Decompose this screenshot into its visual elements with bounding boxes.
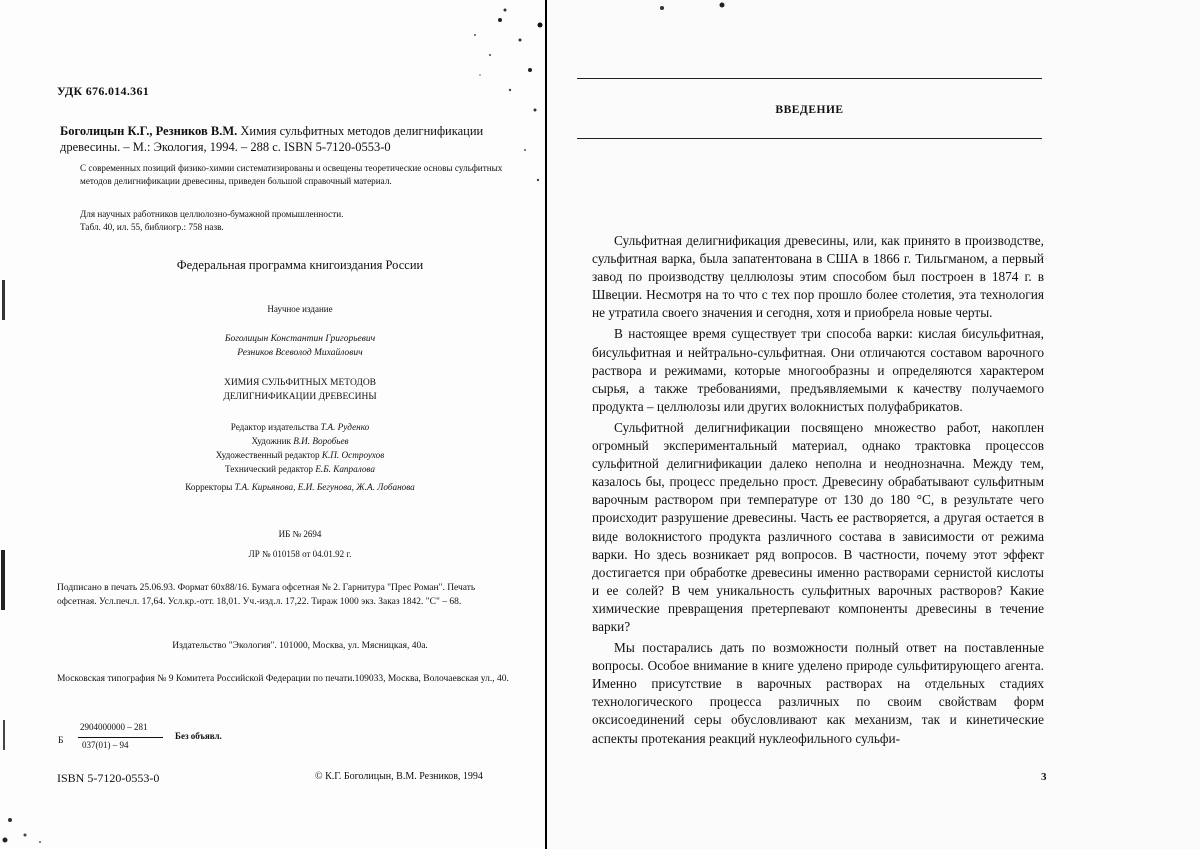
scan-noise-top-right (380, 0, 545, 230)
code-denominator: 037(01) – 94 (82, 740, 129, 750)
code-numerator: 2904000000 – 281 (80, 722, 148, 732)
author-2: Резников Всеволод Михайлович (237, 348, 363, 358)
staff-line (80, 482, 520, 492)
biblio-description: Химия сульфитных методов делигнификации древесины. – М.: Экология, 1994. – 288 с. ISBN 5-7120-0553-0 (60, 124, 484, 154)
isbn: ISBN 5-7120-0553-0 (57, 771, 160, 785)
print-info: Подписано в печать 25.06.93. Формат 60х88/16. Бумага офсетная № 2. Гарнитура "Прес Роман". Печать офсетная. Усл.печ.л. 17,64. Усл.кр.-отт. 18,01. Уч.-изд.л. 17,22. Тираж 1000 экз. Заказ 1842. "С" – 68. (57, 583, 476, 607)
paragraph: Сульфитной делигнификации посвящено множество работ, накоплен огромный экспериментальный материал, однако трактовка процессов сульфитной делигнификации далеко неполна и неоднозначна. Между тем, казалось бы, процесс предельно прост. Древесину обрабатывают сульфитным варочным раствором при температуре от 130 до 180 °С, в результате чего происходит разрушение древесины. Часть ее растворяется, а другая остается в виде волокнистого продукта различного состава в зависимости от режима варки. Но здесь возникает ряд вопросов. В частности, почему этот эффект достигается при обработке древесины именно растворами сернистой кислоты и ее солей? В чем уникальность сульфитных варочных растворов? Какие химические превращения претерпевают компоненты древесины в течение варки? (592, 419, 1044, 634)
code-note: Без объявл. (175, 731, 222, 741)
scan-noise-right-top (647, 0, 767, 14)
book-title-line-2: ДЕЛИГНИФИКАЦИИ ДРЕВЕСИНЫ (223, 392, 377, 402)
chapter-heading: ВВЕДЕНИЕ (775, 104, 844, 116)
staff-line (80, 464, 520, 474)
author-1: Боголицын Константин Григорьевич (224, 334, 376, 344)
ib-number: ИБ № 2694 (278, 529, 322, 539)
typography-info: Московская типография № 9 Комитета Российской Федерации по печати.109033, Москва, Волочаевская ул., 40. (57, 674, 509, 684)
stats-note: Табл. 40, ил. 55, библиогр.: 758 назв. (80, 222, 224, 232)
page-number: 3 (1041, 771, 1047, 783)
staff-line (80, 436, 520, 446)
scan-noise-bottom-left (0, 780, 60, 849)
staff-role: Корректоры (185, 482, 235, 492)
heading-rule-top (577, 78, 1042, 79)
fraction-line (78, 737, 163, 738)
bibliographic-record (60, 123, 520, 155)
body-text (592, 232, 1044, 751)
scan-noise-left-edge (0, 250, 12, 770)
copyright: © К.Г. Боголицын, В.М. Резников, 1994 (315, 771, 483, 782)
audience-note: Для научных работников целлюлозно-бумажной промышленности. (80, 209, 344, 219)
code-prefix: Б (58, 736, 64, 746)
staff-line (80, 422, 520, 432)
staff-name: Е.Б. Капралова (315, 464, 375, 474)
staff-name: Т.А. Кирьянова, Е.И. Бегунова, Ж.А. Лобанова (234, 482, 415, 492)
staff-role: Технический редактор (225, 464, 316, 474)
federal-program: Федеральная программа книгоиздания России (176, 258, 424, 272)
left-page (0, 0, 545, 849)
staff-role: Художественный редактор (215, 450, 322, 460)
staff-name: Т.А. Руденко (320, 422, 370, 432)
publisher-info: Издательство "Экология". 101000, Москва, ул. Мясницкая, 40а. (172, 641, 428, 651)
staff-name: К.П. Остроухов (321, 450, 385, 460)
heading-rule-bottom (577, 138, 1042, 139)
book-title-line-1: ХИМИЯ СУЛЬФИТНЫХ МЕТОДОВ (223, 378, 377, 388)
lr-number: ЛР № 010158 от 04.01.92 г. (248, 549, 352, 559)
staff-role: Редактор издательства (230, 422, 321, 432)
paragraph: В настоящее время существует три способа варки: кислая бисульфитная, бисульфитная и нейтрально-сульфитная. Они отличаются составом варочного раствора и режимами, которые многообразны и определяются характером сырья, а также требованиями, предъявляемыми к качеству получаемого продукта – целлюлозы или других волокнистых полуфабрикатов. (592, 326, 1044, 414)
staff-line (80, 450, 520, 460)
paragraph: Сульфитная делигнификация древесины, или, как принято в производстве, сульфитная варка, была запатентована в США в 1866 г. Тильгманом, а первый завод по производству целлюлозы этим способом был построен в 1874 г. в Швеции. Несмотря на то что с тех пор прошло более столетия, эта технология не утратила своего значения и сегодня, хотя и приобрела новые черты. (592, 233, 1044, 321)
annotation: С современных позиций физико-химии систематизированы и освещены теоретические основы сульфитных методов делигнификации древесины, приведен большой справочный материал. (80, 163, 503, 186)
edition-type: Научное издание (267, 304, 333, 314)
udk-code: УДК 676.014.361 (57, 84, 150, 98)
paragraph: Мы постарались дать по возможности полный ответ на поставленные вопросы. Особое внимание в книге уделено природе сульфитирующего агента. Именно присутствие в варочных растворах на отдельных стадиях технологического процесса различных по своим свойствам форм оксисоединений серы обусловливают как механизм, так и кинетические аспекты протекания реакций нуклеофильного сульфи- (592, 640, 1044, 746)
staff-role: Художник (251, 436, 294, 446)
staff-name: В.И. Воробьев (293, 436, 349, 446)
right-page (547, 0, 1200, 849)
biblio-authors: Боголицын К.Г., Резников В.М. (60, 124, 238, 138)
